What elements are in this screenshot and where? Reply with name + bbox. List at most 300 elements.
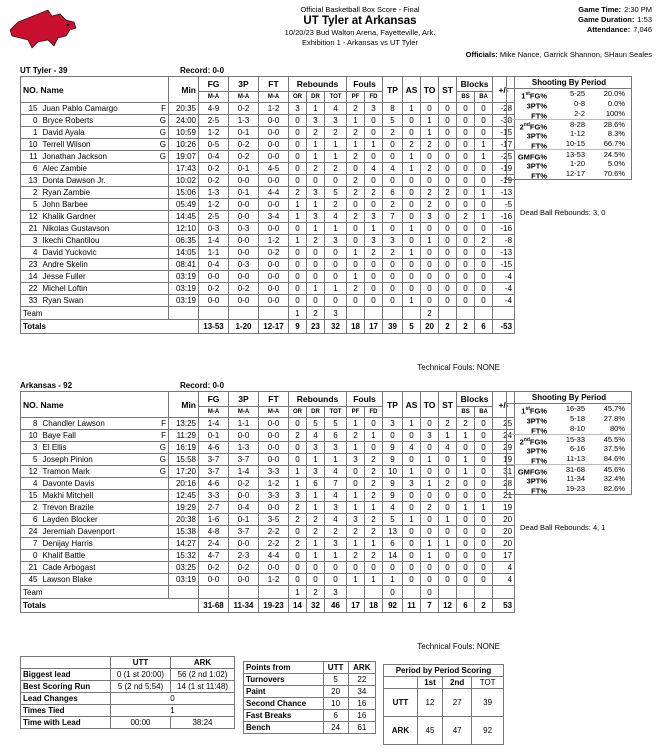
- player-minutes: 20:16: [169, 478, 199, 490]
- stat-tot: 1: [325, 283, 347, 295]
- stat-pts: 0: [383, 430, 403, 442]
- stat-tot: 5: [325, 418, 347, 430]
- total-ft: 19-23: [259, 599, 289, 613]
- stat-as: 0: [403, 187, 421, 199]
- stat-dr: 1: [307, 103, 325, 115]
- player-name: Jesse Fuller: [42, 272, 86, 281]
- stat-to: 0: [421, 418, 439, 430]
- stat-bs: 0: [457, 103, 475, 115]
- stat-tot: 1: [325, 223, 347, 235]
- stat-pts: 2: [383, 247, 403, 259]
- stat-st: 2: [439, 418, 457, 430]
- stat-ft: 1-2: [259, 103, 289, 115]
- stat-bs: 2: [457, 211, 475, 223]
- col-3p: 3P: [229, 77, 259, 92]
- period-scoring-row: [384, 689, 504, 717]
- player-name-cell: [41, 478, 169, 490]
- shooting-made-attempted: 5-18: [569, 414, 585, 423]
- shooting-stat-label: [507, 474, 547, 484]
- stat-bs: 0: [457, 163, 475, 175]
- player-row: [21, 271, 515, 283]
- stat-or: 0: [289, 151, 307, 163]
- shooting-percentage: 27.8%: [603, 414, 625, 423]
- stat-dr: 4: [307, 430, 325, 442]
- stat-tot: 4: [325, 211, 347, 223]
- stat-key: FT%: [531, 171, 547, 181]
- stat-pf: 0: [347, 295, 365, 307]
- stat-key: 3PT%: [526, 101, 547, 111]
- stat-dr: 3: [307, 466, 325, 478]
- stat-key: FT%: [531, 141, 547, 151]
- col-sub-ba: BA: [475, 407, 493, 418]
- stat-pts: 13: [383, 526, 403, 538]
- team-dr: 2: [307, 307, 325, 320]
- stat-ft: 4-5: [259, 163, 289, 175]
- player-name-wrap: [43, 188, 167, 197]
- shooting-made-attempted: 0-8: [574, 99, 585, 108]
- player-name: Khalik Gardner: [42, 212, 96, 221]
- stat-fg: 0-2: [199, 283, 229, 295]
- stat-or: 0: [289, 223, 307, 235]
- player-number: 10: [21, 139, 41, 151]
- stat-st: 0: [439, 235, 457, 247]
- shooting-made-attempted: 13-53: [565, 150, 585, 159]
- stat-plus-minus: 20: [493, 538, 515, 550]
- player-number: 5: [21, 199, 41, 211]
- header-row: [21, 77, 515, 92]
- stat-as: 0: [403, 526, 421, 538]
- stat-as: 1: [403, 151, 421, 163]
- col-ft: FT: [259, 392, 289, 407]
- player-position: F: [161, 104, 166, 113]
- stat-dr: 0: [307, 295, 325, 307]
- stat-ft: 0-0: [259, 442, 289, 454]
- stat-dr: 6: [307, 478, 325, 490]
- player-name: Nikolas Gustavson: [42, 224, 110, 233]
- stat-tp: 0-0: [229, 295, 259, 307]
- stat-ba: 1: [475, 211, 493, 223]
- period-2-score: 47: [443, 717, 472, 745]
- stat-dr: 1: [307, 223, 325, 235]
- stat-tp: 1-1: [229, 418, 259, 430]
- stat-or: 0: [289, 562, 307, 574]
- tech-label: Technical Fouls:: [417, 642, 475, 651]
- game-summary-table: [20, 656, 235, 729]
- player-number: 6: [21, 514, 41, 526]
- stat-bs: 0: [457, 295, 475, 307]
- period-1-score: 45: [417, 717, 442, 745]
- shooting-stat-label: [507, 169, 547, 179]
- player-name-cell: [41, 187, 169, 199]
- player-name-wrap: [43, 296, 167, 305]
- stat-pts: 6: [383, 538, 403, 550]
- stat-dr: 3: [307, 211, 325, 223]
- stat-plus-minus: 20: [493, 526, 515, 538]
- player-row: [21, 175, 515, 187]
- stat-tp: 0-2: [229, 283, 259, 295]
- player-name-cell: [41, 526, 169, 538]
- stat-ba: 0: [475, 271, 493, 283]
- stat-as: 0: [403, 283, 421, 295]
- player-number: 11: [21, 151, 41, 163]
- player-name-cell: [41, 259, 169, 271]
- stat-plus-minus: -15: [493, 259, 515, 271]
- stat-to: 0: [421, 295, 439, 307]
- player-name-cell: [41, 514, 169, 526]
- shooting-percentage: 5.0%: [607, 159, 625, 168]
- player-name-wrap: [43, 455, 167, 464]
- shooting-made-attempted: 15-33: [565, 435, 585, 444]
- stat-pts: 0: [383, 562, 403, 574]
- stat-as: 0: [403, 211, 421, 223]
- stat-to: 1: [421, 454, 439, 466]
- col-to: TO: [421, 77, 439, 103]
- stat-fd: 0: [365, 115, 383, 127]
- stat-to: 1: [421, 127, 439, 139]
- stat-pf: 1: [347, 538, 365, 550]
- totals-label: Totals: [21, 599, 199, 613]
- player-row: [21, 454, 515, 466]
- stat-plus-minus: -4: [493, 295, 515, 307]
- stat-st: 0: [439, 151, 457, 163]
- home-tech-fouls: [417, 642, 500, 651]
- player-row: [21, 127, 515, 139]
- team-tot: 3: [325, 307, 347, 320]
- shooting-row: [507, 139, 631, 149]
- summary-row: [21, 717, 235, 729]
- stat-as: 0: [403, 550, 421, 562]
- stat-to: 0: [421, 151, 439, 163]
- total-pts: 92: [383, 599, 403, 613]
- stat-tp: 0-0: [229, 271, 259, 283]
- player-number: 15: [21, 490, 41, 502]
- team-or: 1: [289, 307, 307, 320]
- stat-st: 1: [439, 514, 457, 526]
- player-name-wrap: [43, 116, 167, 125]
- player-name: Chandler Lawson: [42, 419, 105, 428]
- stat-to: 0: [421, 526, 439, 538]
- stat-fd: 1: [365, 538, 383, 550]
- stat-as: 1: [403, 295, 421, 307]
- shooting-row: [507, 484, 631, 494]
- stat-ba: 0: [475, 295, 493, 307]
- player-name: Cade Arbogast: [42, 563, 96, 572]
- stat-pf: 2: [347, 151, 365, 163]
- stat-ba: 0: [475, 223, 493, 235]
- period-scoring-header: [384, 677, 504, 689]
- stat-tot: 2: [325, 163, 347, 175]
- period: 1: [521, 406, 526, 416]
- player-name-wrap: [43, 104, 167, 113]
- stat-st: 2: [439, 187, 457, 199]
- shooting-stat-label: [507, 159, 547, 169]
- stat-to: 0: [421, 259, 439, 271]
- stat-as: 0: [403, 454, 421, 466]
- stat-pf: 2: [347, 211, 365, 223]
- col-fouls: Fouls: [347, 77, 383, 92]
- stat-fd: 2: [365, 514, 383, 526]
- stat-as: 0: [403, 271, 421, 283]
- shooting-made-attempted: 1-12: [569, 129, 585, 138]
- stat-plus-minus: 4: [493, 562, 515, 574]
- stat-tp: 0-0: [229, 430, 259, 442]
- points-from-category: Fast Breaks: [244, 710, 324, 722]
- stat-tot: 5: [325, 187, 347, 199]
- stat-pf: 1: [347, 502, 365, 514]
- player-number: 14: [21, 271, 41, 283]
- player-name-wrap: [43, 539, 167, 548]
- player-name-wrap: [43, 431, 167, 440]
- col-sub-ma: M-A: [259, 407, 289, 418]
- player-minutes: 03:19: [169, 283, 199, 295]
- stat-st: 0: [439, 223, 457, 235]
- stat-fd: 2: [365, 187, 383, 199]
- col-fg: FG: [199, 77, 229, 92]
- stat-or: 2: [289, 187, 307, 199]
- shooting-stat-label: [507, 129, 547, 139]
- stat-plus-minus: 29: [493, 442, 515, 454]
- total-pf: 18: [347, 320, 365, 334]
- stat-ba: 0: [475, 247, 493, 259]
- empty-cell: [229, 586, 259, 599]
- stat-ft: 0-0: [259, 502, 289, 514]
- shooting-stat-label: [507, 120, 547, 132]
- stat-dr: 5: [307, 418, 325, 430]
- shooting-stat-label: [507, 89, 547, 99]
- stat-st: 0: [439, 502, 457, 514]
- stat-pf: 2: [347, 175, 365, 187]
- player-row: [21, 466, 515, 478]
- stat-bs: 0: [457, 442, 475, 454]
- stat-pts: 6: [383, 187, 403, 199]
- shooting-made-attempted: 19-23: [565, 484, 585, 493]
- stat-fg: 0-2: [199, 562, 229, 574]
- col-fouls: Fouls: [347, 392, 383, 407]
- summary-row: [21, 669, 235, 681]
- stat-bs: 0: [457, 271, 475, 283]
- shooting-made-attempted: 16-35: [565, 404, 585, 413]
- box-score-type: Official Basketball Box Score - Final: [300, 5, 420, 14]
- player-row: [21, 223, 515, 235]
- summary-ark-header: ARK: [171, 657, 235, 669]
- summary-label: Biggest lead: [21, 669, 111, 681]
- stat-to: 0: [421, 247, 439, 259]
- stat-bs: 0: [457, 562, 475, 574]
- stat-pf: 2: [347, 550, 365, 562]
- player-name: El Ellis: [42, 443, 67, 452]
- player-name: Andre Skelin: [42, 260, 88, 269]
- col-blocks: Blocks: [457, 392, 493, 407]
- player-number: 4: [21, 478, 41, 490]
- stat-ft: 0-0: [259, 430, 289, 442]
- stat-key: FG%: [529, 122, 547, 132]
- stat-or: 2: [289, 514, 307, 526]
- player-position: G: [159, 140, 166, 149]
- stat-bs: 1: [457, 502, 475, 514]
- stat-pf: 0: [347, 466, 365, 478]
- stat-bs: 0: [457, 538, 475, 550]
- player-name-cell: [41, 235, 169, 247]
- stat-to: 1: [421, 235, 439, 247]
- stat-st: 0: [439, 127, 457, 139]
- player-name-wrap: [43, 152, 167, 161]
- player-minutes: 17:43: [169, 163, 199, 175]
- team-row-label: Team: [21, 586, 169, 599]
- player-name-wrap: [43, 176, 167, 185]
- col-sub-ma: M-A: [259, 92, 289, 103]
- player-number: 10: [21, 430, 41, 442]
- stat-to: 0: [421, 514, 439, 526]
- points-from-utt: UTT: [323, 662, 348, 674]
- stat-bs: 2: [457, 418, 475, 430]
- stat-st: 0: [439, 574, 457, 586]
- duration: 1:53: [637, 15, 652, 24]
- summary-row: [21, 681, 235, 693]
- stat-tp: 0-1: [229, 127, 259, 139]
- stat-fg: 1-4: [199, 235, 229, 247]
- stat-ft: 0-0: [259, 115, 289, 127]
- total-ft: 12-17: [259, 320, 289, 334]
- stat-ba: 0: [475, 199, 493, 211]
- stat-pf: 2: [347, 187, 365, 199]
- col-sub-pf: PF: [347, 92, 365, 103]
- player-minutes: 17:20: [169, 466, 199, 478]
- player-row: [21, 418, 515, 430]
- col-st: ST: [439, 77, 457, 103]
- player-row: [21, 562, 515, 574]
- total-tp: 11-34: [229, 599, 259, 613]
- stat-pts: 9: [383, 442, 403, 454]
- stat-bs: 0: [457, 490, 475, 502]
- stat-dr: 0: [307, 271, 325, 283]
- stat-fd: 2: [365, 247, 383, 259]
- stat-dr: 3: [307, 115, 325, 127]
- col-blocks: Blocks: [457, 77, 493, 92]
- player-name-cell: [41, 538, 169, 550]
- player-name-wrap: [43, 491, 167, 500]
- stat-fd: 0: [365, 259, 383, 271]
- stat-ba: 0: [475, 538, 493, 550]
- player-minutes: 19:29: [169, 502, 199, 514]
- stat-fg: 0-2: [199, 163, 229, 175]
- away-team-heading: [20, 66, 225, 75]
- player-minutes: 08:41: [169, 259, 199, 271]
- stat-dr: 2: [307, 163, 325, 175]
- stat-pf: 0: [347, 223, 365, 235]
- empty-cell: [365, 307, 383, 320]
- col-min: Min: [169, 392, 199, 418]
- col-ft: FT: [259, 77, 289, 92]
- period-suffix: st: [525, 406, 530, 412]
- shooting-stat-label: [507, 484, 547, 494]
- col-min: Min: [169, 77, 199, 103]
- stat-as: 0: [403, 175, 421, 187]
- home-team-heading: [20, 381, 225, 390]
- stat-fg: 2-5: [199, 211, 229, 223]
- tech-value: NONE: [476, 642, 500, 651]
- stat-bs: 0: [457, 187, 475, 199]
- stat-dr: 0: [307, 574, 325, 586]
- game-header: [210, 5, 510, 48]
- period-total-score: 92: [472, 717, 504, 745]
- player-position: G: [159, 116, 166, 125]
- stat-pts: 3: [383, 235, 403, 247]
- stat-fg: 3-7: [199, 466, 229, 478]
- period-1-score: 12: [417, 689, 442, 717]
- summary-utt-value: 00:00: [111, 717, 171, 729]
- stat-st: 0: [439, 490, 457, 502]
- stat-tot: 2: [325, 526, 347, 538]
- player-number: 6: [21, 163, 41, 175]
- stat-as: 1: [403, 418, 421, 430]
- shooting-made-attempted: 12-17: [565, 169, 585, 178]
- empty-cell: [199, 586, 229, 599]
- summary-label: Times Tied: [21, 705, 111, 717]
- stat-to: 2: [421, 502, 439, 514]
- stat-pf: 1: [347, 271, 365, 283]
- total-fd: 18: [365, 599, 383, 613]
- shooting-stat-label: [507, 150, 547, 162]
- col-as: AS: [403, 392, 421, 418]
- stat-key: 3PT%: [526, 476, 547, 486]
- player-number: 7: [21, 538, 41, 550]
- stat-fg: 0-1: [199, 430, 229, 442]
- col-sub-dr: DR: [307, 407, 325, 418]
- player-name-cell: [41, 103, 169, 115]
- total-ba: 6: [475, 320, 493, 334]
- player-name: Bryce Roberts: [42, 116, 94, 125]
- stat-tp: 0-2: [229, 139, 259, 151]
- stat-or: 1: [289, 478, 307, 490]
- player-row: [21, 430, 515, 442]
- stat-ft: 0-0: [259, 127, 289, 139]
- stat-ba: 1: [475, 139, 493, 151]
- col-sub-ma: M-A: [229, 92, 259, 103]
- stat-tot: 0: [325, 175, 347, 187]
- stat-st: 1: [439, 430, 457, 442]
- team-ba: [475, 307, 493, 320]
- points-from-category: Paint: [244, 686, 324, 698]
- stat-st: 0: [439, 283, 457, 295]
- stat-tp: 0-0: [229, 574, 259, 586]
- stat-pts: 0: [383, 175, 403, 187]
- stat-or: 0: [289, 271, 307, 283]
- stat-ft: 1-2: [259, 574, 289, 586]
- home-team-record: Record: 0-0: [180, 381, 225, 390]
- stat-dr: 1: [307, 454, 325, 466]
- stat-pf: 2: [347, 526, 365, 538]
- stat-plus-minus: 19: [493, 454, 515, 466]
- shooting-made-attempted: 8-10: [569, 424, 585, 433]
- stat-plus-minus: 20: [493, 514, 515, 526]
- player-row: [21, 103, 515, 115]
- stat-tp: 2-3: [229, 550, 259, 562]
- shooting-row: [507, 464, 631, 477]
- total-fg: 31-68: [199, 599, 229, 613]
- shooting-made-attempted: 11-13: [566, 454, 585, 463]
- player-name-cell: [41, 283, 169, 295]
- stat-dr: 1: [307, 550, 325, 562]
- player-position: G: [159, 467, 166, 476]
- shooting-stat-label: [507, 414, 547, 424]
- stat-or: 0: [289, 574, 307, 586]
- stat-fg: 1-4: [199, 418, 229, 430]
- points-from-utt-value: 20: [323, 686, 348, 698]
- stat-as: 0: [403, 115, 421, 127]
- shooting-row: [507, 404, 631, 414]
- stat-ft: 2-2: [259, 526, 289, 538]
- player-number: 21: [21, 223, 41, 235]
